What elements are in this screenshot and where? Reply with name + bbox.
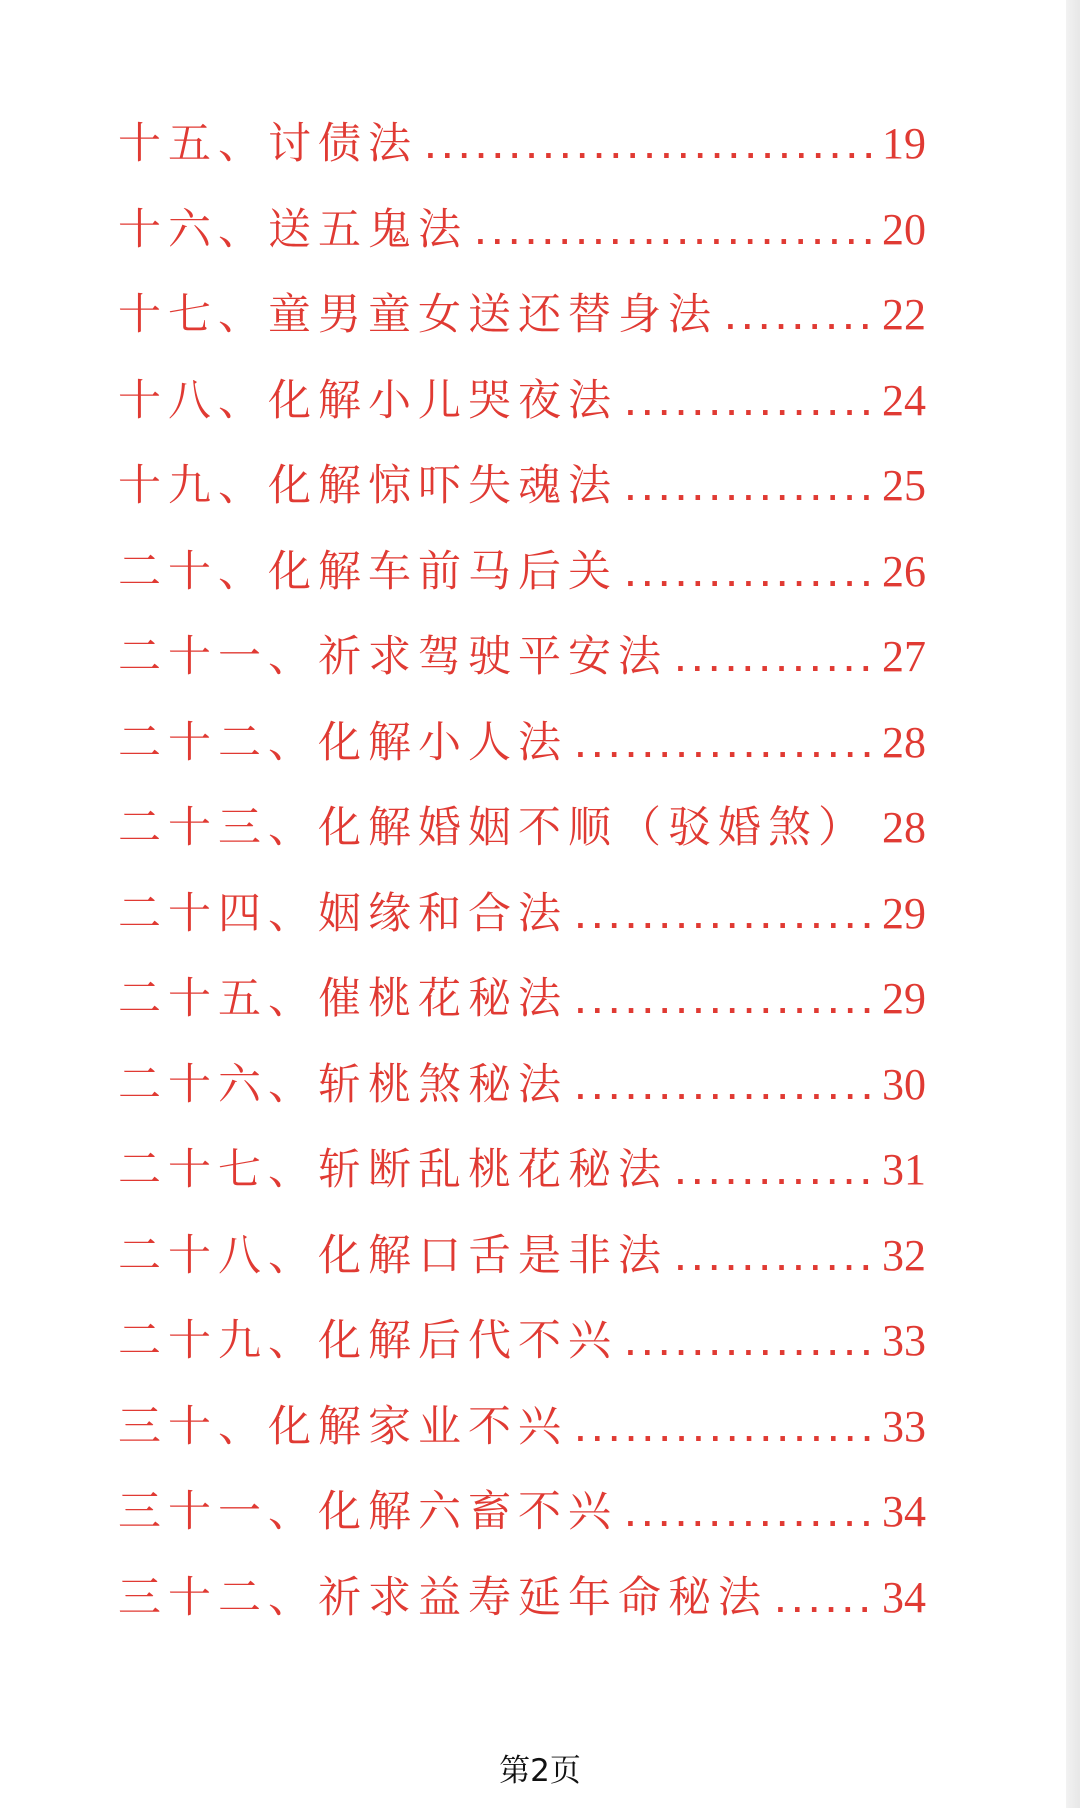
toc-entry-number: 二十一、	[118, 632, 318, 682]
table-of-contents	[118, 110, 926, 1649]
toc-entry-page: 27	[882, 632, 926, 681]
toc-entry	[118, 1051, 926, 1137]
toc-entry-number: 二十、	[118, 546, 268, 597]
toc-entry-page: 22	[882, 290, 926, 339]
toc-entry-number: 二十八、	[118, 1230, 318, 1281]
toc-entry-number: 十八、	[118, 375, 268, 426]
toc-entry-title: 化解家业不兴	[268, 1401, 568, 1452]
dot-leader	[622, 389, 878, 422]
toc-entry	[118, 538, 926, 624]
toc-entry-number: 二十七、	[118, 1145, 318, 1195]
toc-entry	[118, 1307, 926, 1393]
toc-entry-number: 三十二、	[118, 1572, 318, 1623]
toc-entry	[118, 880, 926, 966]
toc-entry	[118, 1564, 926, 1650]
toc-entry-page: 32	[882, 1230, 926, 1280]
toc-entry-number: 三十一、	[118, 1487, 318, 1537]
toc-entry-number: 十五、	[118, 119, 268, 169]
toc-entry-number: 十九、	[118, 461, 268, 511]
toc-entry	[118, 1136, 926, 1222]
toc-entry	[118, 110, 926, 196]
toc-entry	[118, 1222, 926, 1308]
dot-leader	[672, 645, 878, 678]
toc-entry-number: 十七、	[118, 290, 268, 340]
toc-entry-number: 二十三、	[118, 803, 318, 853]
toc-entry-page: 28	[882, 803, 926, 852]
toc-entry-title: 姻缘和合法	[318, 888, 568, 939]
toc-entry-title: 化解车前马后关	[268, 546, 618, 597]
toc-entry	[118, 709, 926, 795]
dot-leader	[572, 731, 878, 764]
toc-entry-number: 二十四、	[118, 888, 318, 939]
toc-entry-number: 三十、	[118, 1401, 268, 1452]
toc-entry-title: 化解小人法	[318, 717, 568, 768]
toc-entry-page: 34	[882, 1572, 926, 1622]
toc-entry-title: 化解婚姻不顺（驳婚煞）	[318, 803, 868, 853]
dot-leader	[622, 1329, 878, 1362]
toc-entry-title: 斩桃煞秘法	[318, 1059, 568, 1110]
toc-entry-title: 催桃花秘法	[318, 974, 568, 1024]
toc-entry	[118, 367, 926, 453]
toc-entry-number: 二十六、	[118, 1059, 318, 1110]
toc-entry-title: 祈求益寿延年命秘法	[318, 1572, 768, 1623]
toc-entry-page: 29	[882, 974, 926, 1023]
toc-entry-title: 化解小儿哭夜法	[268, 375, 618, 426]
toc-entry-number: 二十五、	[118, 974, 318, 1024]
toc-entry-page: 20	[882, 204, 926, 254]
toc-entry-page: 25	[882, 461, 926, 510]
toc-entry-page: 24	[882, 375, 926, 425]
toc-entry	[118, 965, 926, 1051]
page-edge-shadow	[1066, 0, 1080, 1808]
toc-entry-page: 28	[882, 717, 926, 767]
dot-leader	[722, 303, 878, 336]
dot-leader	[772, 1586, 878, 1619]
dot-leader	[572, 1073, 878, 1106]
toc-entry-page: 26	[882, 546, 926, 596]
toc-entry-title: 斩断乱桃花秘法	[318, 1145, 668, 1195]
toc-entry-number: 二十九、	[118, 1316, 318, 1366]
dot-leader	[572, 902, 878, 935]
toc-entry-number: 二十二、	[118, 717, 318, 768]
toc-entry-title: 送五鬼法	[268, 204, 468, 255]
dot-leader	[872, 816, 878, 849]
dot-leader	[572, 987, 878, 1020]
dot-leader	[472, 218, 878, 251]
dot-leader	[622, 1500, 878, 1533]
toc-entry-title: 童男童女送还替身法	[268, 290, 718, 340]
toc-entry-page: 30	[882, 1059, 926, 1109]
page-number-footer: 第2页	[499, 1753, 581, 1789]
toc-entry-page: 34	[882, 1487, 926, 1536]
toc-entry-number: 十六、	[118, 204, 268, 255]
toc-entry-page: 29	[882, 888, 926, 938]
toc-entry	[118, 196, 926, 282]
toc-entry	[118, 623, 926, 709]
dot-leader	[672, 1244, 878, 1277]
toc-entry	[118, 1393, 926, 1479]
toc-entry-page: 33	[882, 1316, 926, 1365]
dot-leader	[622, 560, 878, 593]
toc-entry-title: 祈求驾驶平安法	[318, 632, 668, 682]
dot-leader	[572, 1415, 878, 1448]
toc-entry-title: 化解六畜不兴	[318, 1487, 618, 1537]
toc-entry-page: 31	[882, 1145, 926, 1194]
toc-entry	[118, 1478, 926, 1564]
toc-entry-title: 化解惊吓失魂法	[268, 461, 618, 511]
toc-entry-page: 19	[882, 119, 926, 168]
toc-entry-page: 33	[882, 1401, 926, 1451]
dot-leader	[422, 132, 878, 165]
toc-entry	[118, 452, 926, 538]
dot-leader	[672, 1158, 878, 1191]
toc-entry-title: 讨债法	[268, 119, 418, 169]
dot-leader	[622, 474, 878, 507]
toc-entry	[118, 281, 926, 367]
toc-entry-title: 化解后代不兴	[318, 1316, 618, 1366]
toc-entry	[118, 794, 926, 880]
toc-entry-title: 化解口舌是非法	[318, 1230, 668, 1281]
